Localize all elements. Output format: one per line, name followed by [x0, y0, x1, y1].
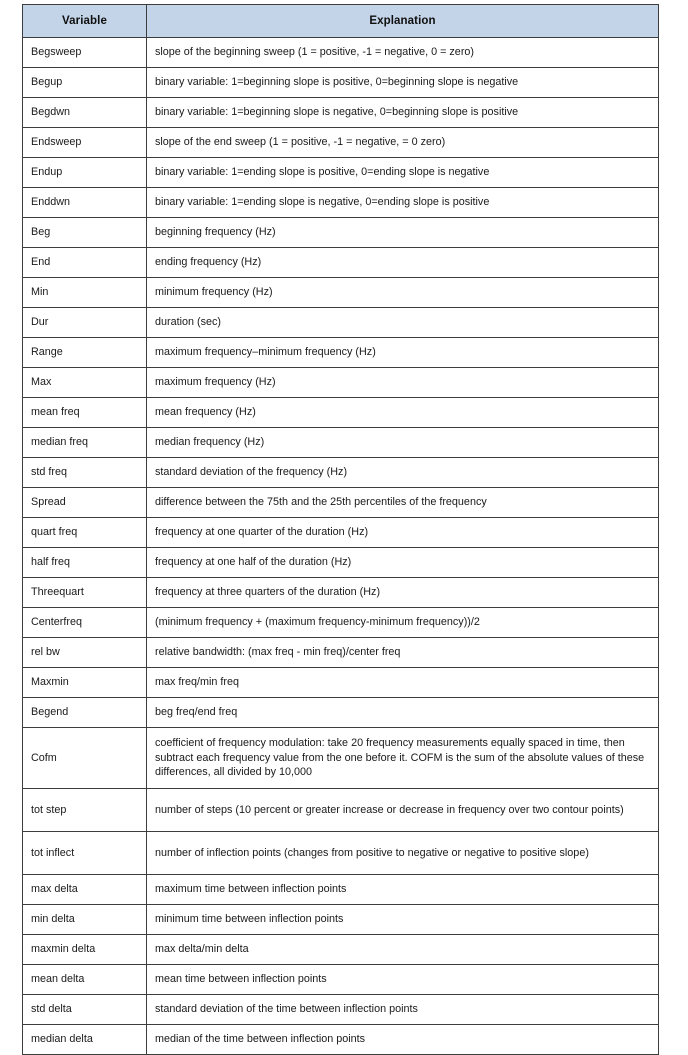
cell-variable: Begsweep	[23, 38, 147, 68]
table-row	[23, 789, 659, 832]
cell-explanation: maximum frequency–minimum frequency (Hz)	[147, 338, 659, 368]
table-row	[23, 518, 659, 548]
table-row	[23, 965, 659, 995]
cell-explanation: minimum frequency (Hz)	[147, 278, 659, 308]
cell-variable: tot inflect	[23, 832, 147, 875]
table-row	[23, 188, 659, 218]
cell-explanation: binary variable: 1=ending slope is negative, 0=ending slope is positive	[147, 188, 659, 218]
variable-explanation-table-container	[22, 4, 658, 1055]
cell-explanation: maximum time between inflection points	[147, 875, 659, 905]
cell-explanation: duration (sec)	[147, 308, 659, 338]
cell-variable: rel bw	[23, 638, 147, 668]
column-header-variable: Variable	[23, 5, 147, 38]
table-row	[23, 668, 659, 698]
table-row	[23, 38, 659, 68]
table-row	[23, 638, 659, 668]
cell-variable: min delta	[23, 905, 147, 935]
cell-explanation: mean time between inflection points	[147, 965, 659, 995]
table-row	[23, 1025, 659, 1055]
table-row	[23, 875, 659, 905]
cell-variable: maxmin delta	[23, 935, 147, 965]
table-row	[23, 458, 659, 488]
cell-variable: median delta	[23, 1025, 147, 1055]
table-body	[23, 38, 659, 1055]
cell-variable: Cofm	[23, 728, 147, 789]
cell-variable: Maxmin	[23, 668, 147, 698]
table-row	[23, 832, 659, 875]
cell-explanation: frequency at three quarters of the duration (Hz)	[147, 578, 659, 608]
cell-variable: Range	[23, 338, 147, 368]
cell-variable: mean freq	[23, 398, 147, 428]
table-header	[23, 5, 659, 38]
cell-variable: max delta	[23, 875, 147, 905]
cell-explanation: binary variable: 1=ending slope is positive, 0=ending slope is negative	[147, 158, 659, 188]
cell-explanation: binary variable: 1=beginning slope is positive, 0=beginning slope is negative	[147, 68, 659, 98]
cell-variable: Threequart	[23, 578, 147, 608]
column-header-explanation: Explanation	[147, 5, 659, 38]
cell-explanation: number of inflection points (changes from positive to negative or negative to positive slope)	[147, 832, 659, 875]
table-row	[23, 995, 659, 1025]
table-header-row	[23, 5, 659, 38]
cell-explanation: max freq/min freq	[147, 668, 659, 698]
cell-variable: Max	[23, 368, 147, 398]
cell-variable: End	[23, 248, 147, 278]
cell-variable: quart freq	[23, 518, 147, 548]
cell-variable: Centerfreq	[23, 608, 147, 638]
table-row	[23, 338, 659, 368]
cell-explanation: median frequency (Hz)	[147, 428, 659, 458]
cell-explanation: max delta/min delta	[147, 935, 659, 965]
cell-variable: Begup	[23, 68, 147, 98]
table-row	[23, 98, 659, 128]
table-row	[23, 728, 659, 789]
cell-variable: median freq	[23, 428, 147, 458]
table-row	[23, 608, 659, 638]
table-row	[23, 935, 659, 965]
cell-explanation: binary variable: 1=beginning slope is negative, 0=beginning slope is positive	[147, 98, 659, 128]
cell-explanation: mean frequency (Hz)	[147, 398, 659, 428]
cell-variable: Beg	[23, 218, 147, 248]
cell-variable: Spread	[23, 488, 147, 518]
cell-variable: half freq	[23, 548, 147, 578]
table-row	[23, 278, 659, 308]
cell-variable: Begdwn	[23, 98, 147, 128]
cell-explanation: standard deviation of the time between inflection points	[147, 995, 659, 1025]
cell-variable: mean delta	[23, 965, 147, 995]
cell-explanation: slope of the end sweep (1 = positive, -1 = negative, = 0 zero)	[147, 128, 659, 158]
cell-explanation: frequency at one quarter of the duration (Hz)	[147, 518, 659, 548]
table-row	[23, 905, 659, 935]
cell-explanation: relative bandwidth: (max freq - min freq)/center freq	[147, 638, 659, 668]
table-row	[23, 398, 659, 428]
table-row	[23, 158, 659, 188]
cell-explanation: minimum time between inflection points	[147, 905, 659, 935]
cell-explanation: difference between the 75th and the 25th percentiles of the frequency	[147, 488, 659, 518]
table-row	[23, 218, 659, 248]
cell-explanation: number of steps (10 percent or greater increase or decrease in frequency over two contour points)	[147, 789, 659, 832]
variable-explanation-table	[22, 4, 659, 1055]
table-row	[23, 248, 659, 278]
cell-explanation: (minimum frequency + (maximum frequency-minimum frequency))/2	[147, 608, 659, 638]
table-row	[23, 68, 659, 98]
table-row	[23, 488, 659, 518]
table-row	[23, 428, 659, 458]
cell-explanation: ending frequency (Hz)	[147, 248, 659, 278]
table-row	[23, 698, 659, 728]
cell-variable: Begend	[23, 698, 147, 728]
cell-explanation: coefficient of frequency modulation: take 20 frequency measurements equally spaced in time, then subtract each frequency value from the one before it. COFM is the sum of the absolute values of these differences, all divided by 10,000	[147, 728, 659, 789]
cell-explanation: median of the time between inflection points	[147, 1025, 659, 1055]
cell-explanation: slope of the beginning sweep (1 = positive, -1 = negative, 0 = zero)	[147, 38, 659, 68]
cell-variable: std delta	[23, 995, 147, 1025]
cell-explanation: beg freq/end freq	[147, 698, 659, 728]
table-row	[23, 128, 659, 158]
cell-explanation: frequency at one half of the duration (Hz)	[147, 548, 659, 578]
cell-variable: tot step	[23, 789, 147, 832]
cell-variable: std freq	[23, 458, 147, 488]
cell-variable: Min	[23, 278, 147, 308]
table-row	[23, 308, 659, 338]
table-row	[23, 368, 659, 398]
table-row	[23, 548, 659, 578]
cell-variable: Endsweep	[23, 128, 147, 158]
cell-explanation: standard deviation of the frequency (Hz)	[147, 458, 659, 488]
cell-variable: Enddwn	[23, 188, 147, 218]
cell-explanation: maximum frequency (Hz)	[147, 368, 659, 398]
table-row	[23, 578, 659, 608]
cell-explanation: beginning frequency (Hz)	[147, 218, 659, 248]
cell-variable: Dur	[23, 308, 147, 338]
cell-variable: Endup	[23, 158, 147, 188]
